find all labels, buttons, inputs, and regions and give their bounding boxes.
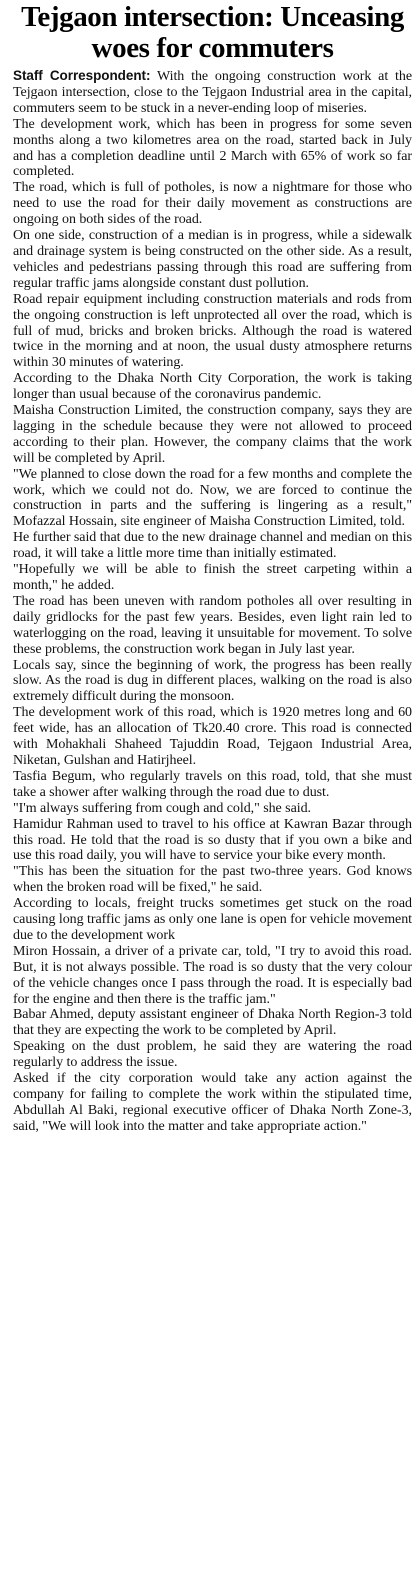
paragraph-text: With the ongoing construction work at the Tejgaon intersection, close to the Tejgaon Industrial area in the capital, commuters seem to be stuck in a never-ending loop of miseries.: [13, 69, 412, 116]
article-paragraph: The road, which is full of potholes, is now a nightmare for those who need to use the road for their daily movement as constructions are ongoing on both sides of the road.: [13, 180, 412, 228]
article-paragraph: On one side, construction of a median is in progress, while a sidewalk and drainage system is being constructed on the other side. As a result, vehicles and pedestrians passing through this road are suffering from regular traffic jams alongside constant dust pollution.: [13, 228, 412, 291]
article-paragraph: Tasfia Begum, who regularly travels on this road, told, that she must take a shower after walking through the road due to dust.: [13, 768, 412, 800]
article-paragraph: The road has been uneven with random potholes all over resulting in daily gridlocks for the past few years. Besides, even light rain led to waterlogging on the road, leaving it unsuitable for movement. To solve these problems, the construction work began in July last year.: [13, 593, 412, 657]
article-paragraph: "I'm always suffering from cough and cold," she said.: [13, 800, 311, 816]
article-paragraph: Asked if the city corporation would take any action against the company for failing to complete the work within the stipulated time, Abdullah Al Baki, regional executive officer of Dhaka North Zone-3, said, "We will look into the matter and take appropriate action.": [13, 1071, 412, 1134]
headline-line-1: Tejgaon intersection: Unceasing: [21, 1, 404, 33]
article-paragraph: Speaking on the dust problem, he said they are watering the road regularly to address the issue.: [13, 1039, 412, 1071]
article-paragraph: Babar Ahmed, deputy assistant engineer of Dhaka North Region-3 told that they are expecting the work to be completed by April.: [13, 1007, 412, 1039]
article-paragraph: Hamidur Rahman used to travel to his office at Kawran Bazar through this road. He told that the road is so dusty that if you own a bike and use this road daily, you will have to service your bike every month.: [13, 816, 412, 864]
article-paragraph: [13, 68, 412, 117]
article-paragraph: The development work of this road, which is 1920 metres long and 60 feet wide, has an allocation of Tk20.40 crore. This road is connected with Mohakhali Shaheed Tajuddin Road, Tejgaon Industrial Area, Niketan, Gulshan and Hatirjheel.: [13, 705, 412, 768]
article-paragraph: According to locals, freight trucks sometimes get stuck on the road causing long traffic jams as only one lane is open for vehicle movement due to the development work: [13, 896, 412, 943]
headline-line-2: woes for commuters: [91, 32, 334, 64]
article-paragraph: Maisha Construction Limited, the construction company, says they are lagging in the schedule because they were not allowed to proceed according to their plan. However, the company claims that the work will be completed by April.: [13, 403, 412, 466]
article-paragraph: "We planned to close down the road for a few months and complete the work, which we could not do. Now, we are forced to continue the construction in parts and the suffering is lingering as a result," Mofazzal Hossain, site engineer of Maisha Construction Limited, told.: [13, 466, 412, 530]
article-paragraph: The development work, which has been in progress for some seven months along a two kilometres area on the road, started back in July and has a completion deadline until 2 March with 65% of work so far completed.: [13, 116, 412, 180]
article-paragraph: Miron Hossain, a driver of a private car, told, "I try to avoid this road. But, it is not always possible. The road is so dusty that the very colour of the vehicle changes once I pass through the road. It is especially bad for the engine and then there is the traffic jam.": [13, 943, 412, 1007]
article-paragraph: He further said that due to the new drainage channel and median on this road, it will take a little more time than initially estimated.: [13, 530, 412, 562]
article-byline: Staff Correspondent:: [13, 68, 151, 83]
article-headline: [13, 2, 412, 64]
article-paragraph: "Hopefully we will be able to finish the street carpeting within a month," he added.: [13, 562, 412, 593]
article-paragraph: "This has been the situation for the past two-three years. God knows when the broken road will be fixed," he said.: [13, 864, 412, 896]
article-paragraph: According to the Dhaka North City Corporation, the work is taking longer than usual because of the coronavirus pandemic.: [13, 371, 412, 403]
article-body: [13, 68, 412, 1135]
article-paragraph: Road repair equipment including construction materials and rods from the ongoing construction is left unprotected all over the road, which is full of mud, bricks and broken bricks. Although the road is watered twice in the morning and at noon, the usual dusty atmosphere returns within 30 minutes of watering.: [13, 291, 412, 371]
article-paragraph: Locals say, since the beginning of work, the progress has been really slow. As the road is dug in different places, walking on the road is also extremely difficult during the monsoon.: [13, 657, 412, 705]
